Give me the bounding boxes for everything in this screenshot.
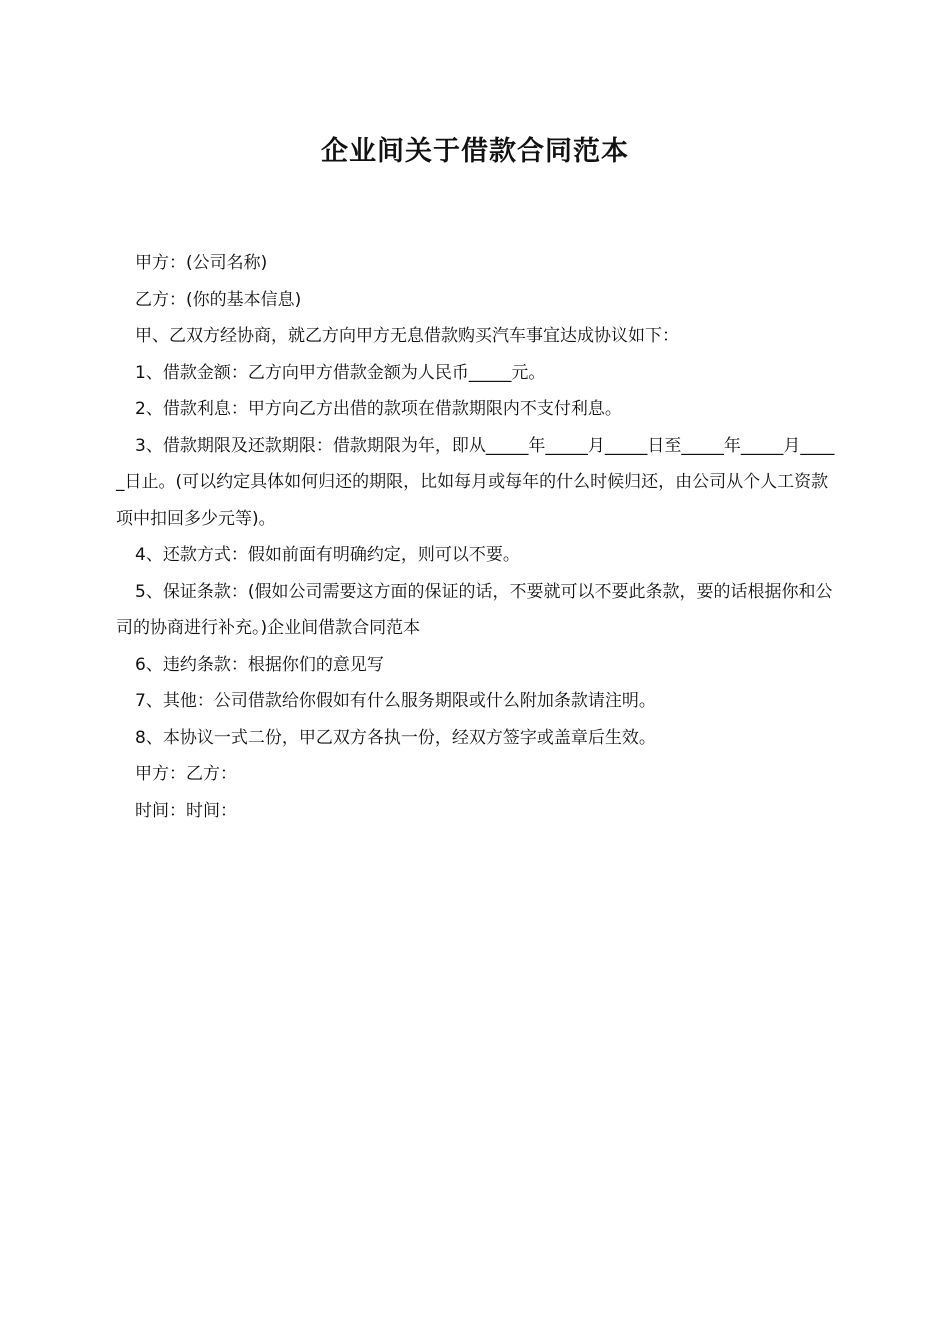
document-body (116, 245, 836, 829)
party-b-line: 乙方：(你的基本信息) (135, 289, 302, 310)
clause-other: 7、其他：公司借款给你假如有什么服务期限或什么附加条款请注明。 (135, 691, 656, 711)
clause-loan-amount: 1、借款金额：乙方向甲方借款金额为人民币_____元。 (135, 362, 546, 383)
agreement-intro: 甲、乙双方经协商，就乙方向甲方无息借款购买汽车事宜达成协议如下： (135, 326, 679, 346)
clause-loan-interest: 2、借款利息：甲方向乙方出借的款项在借款期限内不支付利息。 (135, 399, 622, 419)
clause-repayment-method: 4、还款方式：假如前面有明确约定，则可以不要。 (135, 545, 520, 565)
party-a-line: 甲方：(公司名称) (135, 253, 268, 273)
clause-loan-term: 3、借款期限及还款期限：借款期限为年，即从_____年_____月_____日至_____年_____月_____日止。(可以约定具体如何归还的期限，比如每月或每年的什么时候归还，由公司从个人工资款项中扣回多少元等)。 (116, 435, 835, 529)
signature-line: 甲方：乙方： (135, 764, 237, 784)
document-title: 企业间关于借款合同范本 (321, 136, 629, 167)
clause-copies: 8、本协议一式二份，甲乙双方各执一份，经双方签字或盖章后生效。 (135, 727, 656, 748)
clause-guarantee: 5、保证条款：(假如公司需要这方面的保证的话，不要就可以不要此条款，要的话根据你和公司的协商进行补充。)企业间借款合同范本 (116, 581, 833, 638)
clause-breach: 6、违约条款：根据你们的意见写 (135, 654, 384, 675)
date-line: 时间：时间： (135, 800, 237, 821)
